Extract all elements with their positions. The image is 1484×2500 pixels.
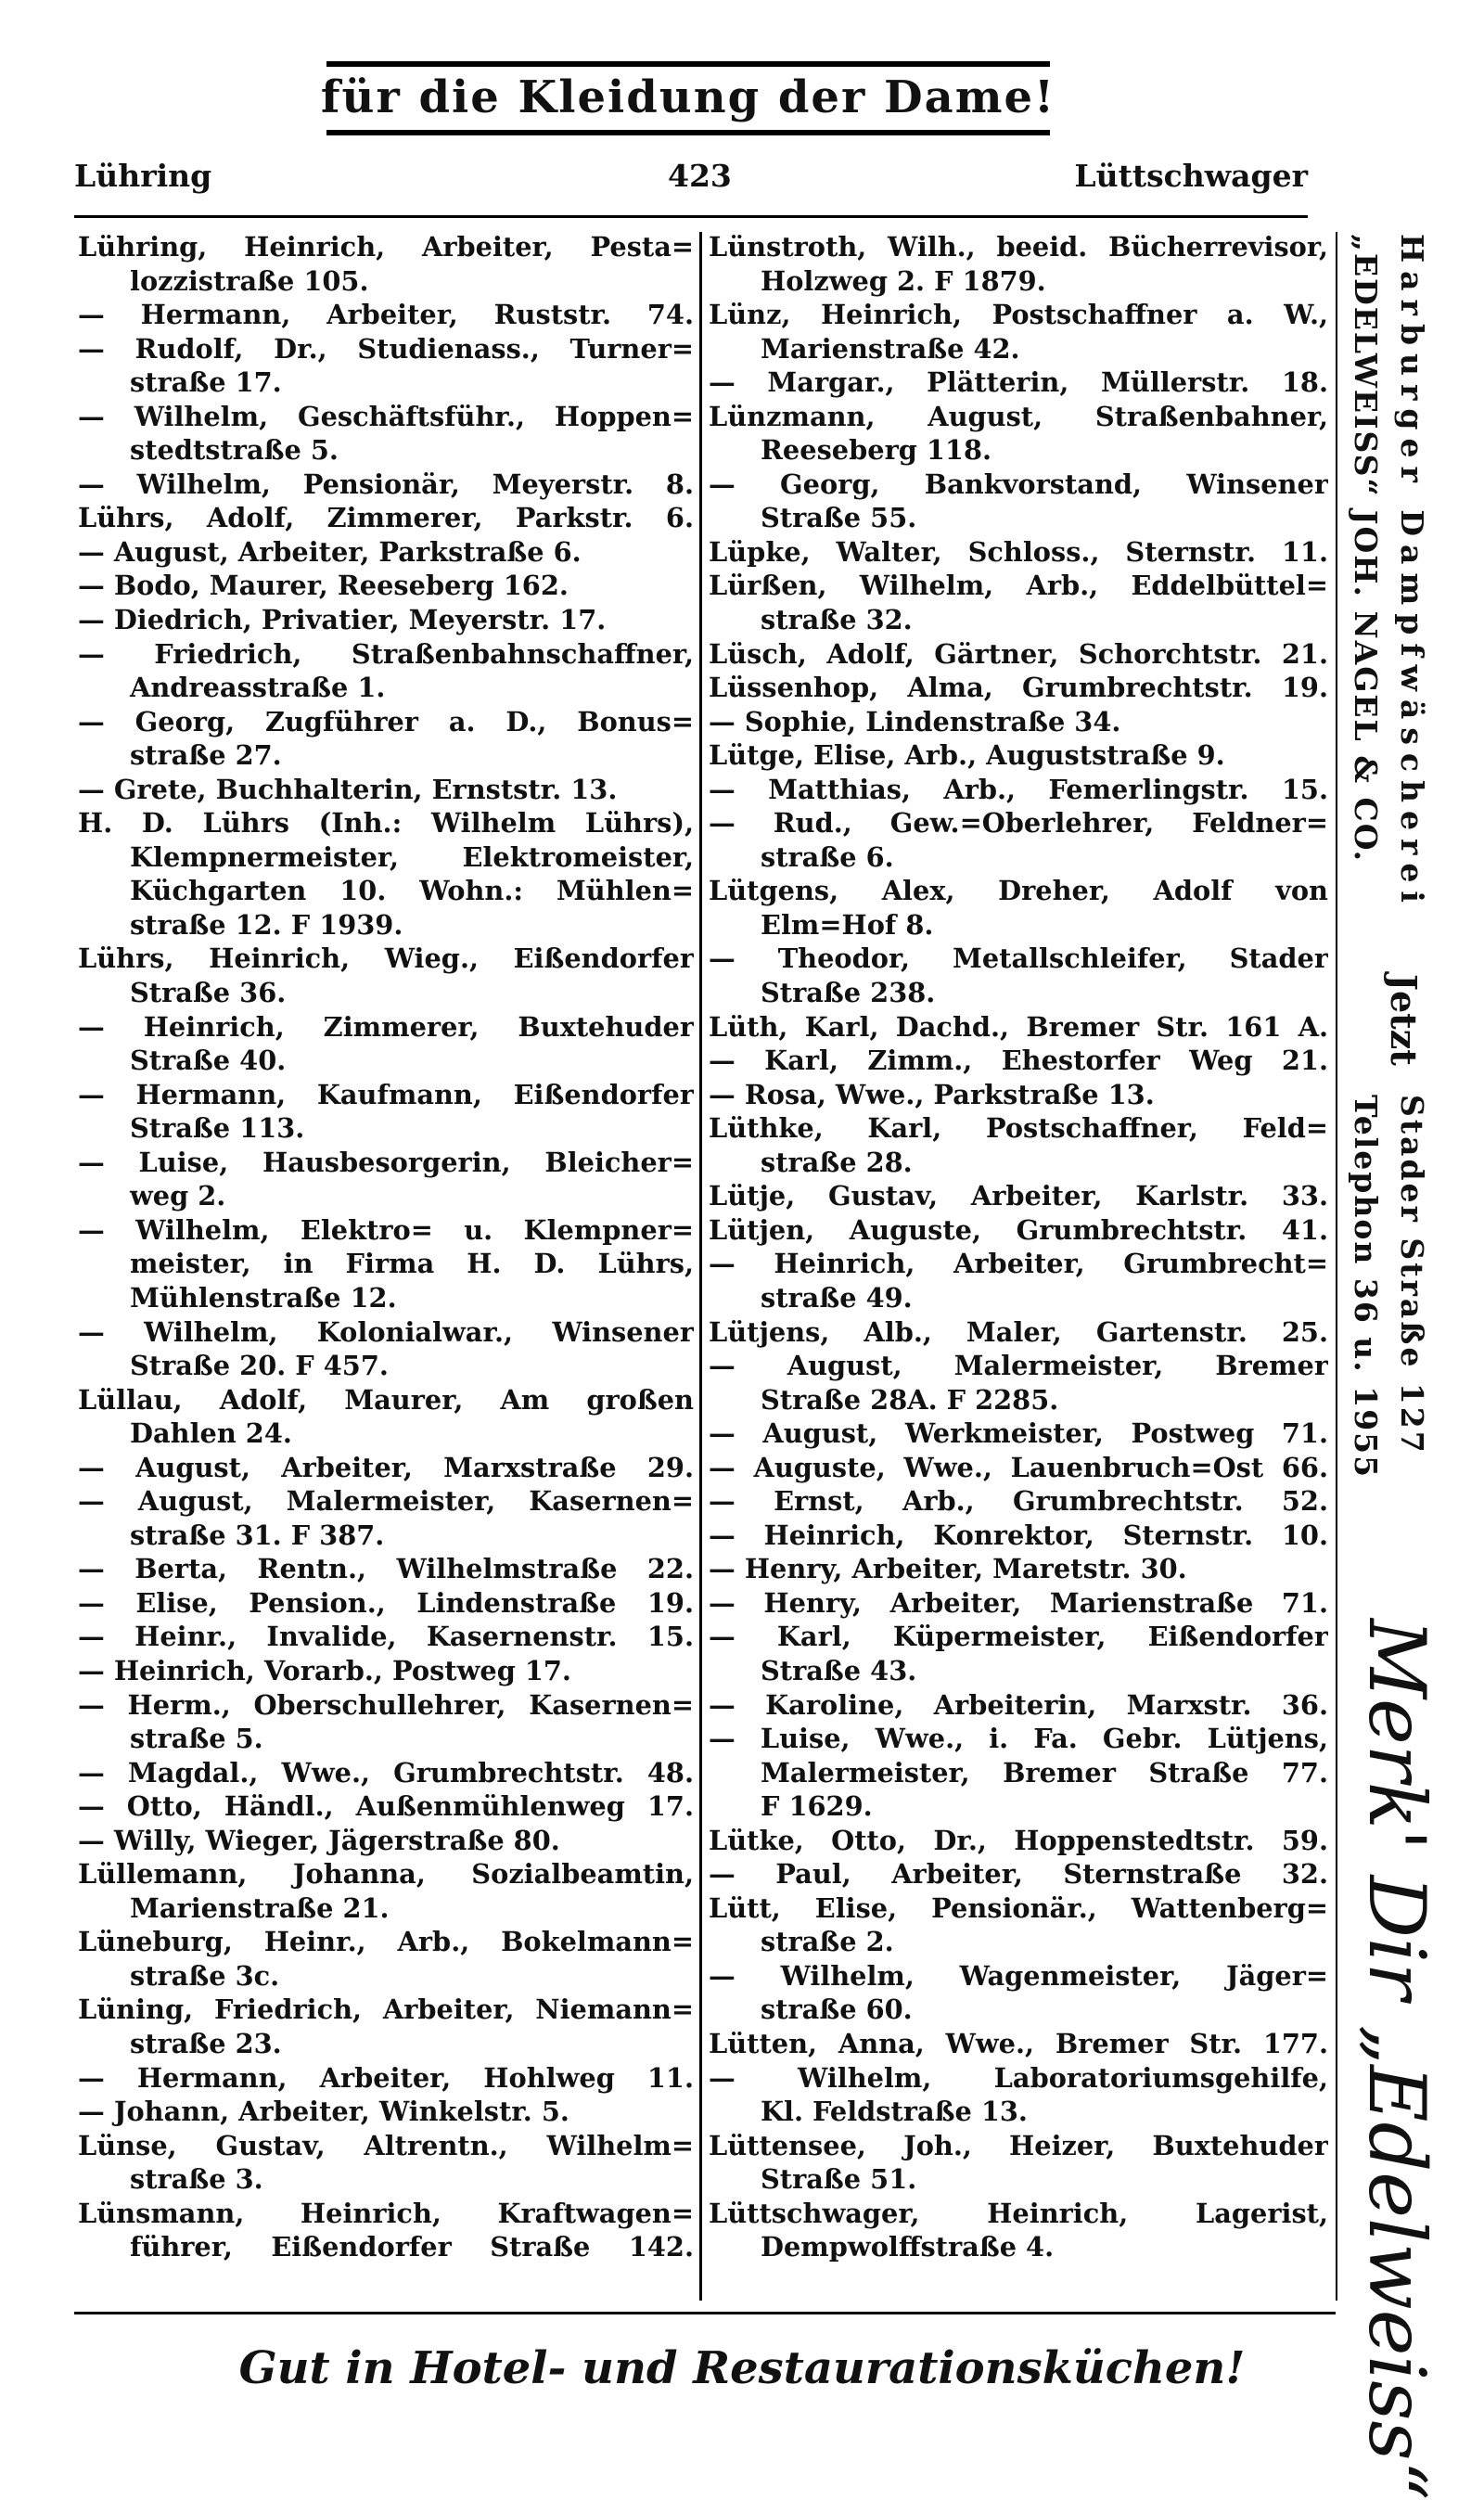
directory-entry-line: Marienstraße 21. <box>130 1891 390 1924</box>
directory-entry-line: — Heinrich, Konrektor, Sternstr. 10. <box>709 1519 1328 1551</box>
directory-entry-line: — August, Arbeiter, Marxstraße 29. <box>78 1451 694 1483</box>
top-banner: für die Kleidung der Dame! <box>320 71 1056 123</box>
directory-entry-line: Marienstraße 42. <box>761 332 1020 365</box>
directory-entry-line: stedtstraße 5. <box>130 434 339 467</box>
directory-entry-line: Lühring, Heinrich, Arbeiter, Pesta= <box>78 231 694 263</box>
directory-entry-line: — Rosa, Wwe., Parkstraße 13. <box>709 1078 1155 1110</box>
directory-entry-line: führer, Eißendorfer Straße 142. <box>130 2231 694 2263</box>
directory-entry-line: — Bodo, Maurer, Reeseberg 162. <box>78 570 569 602</box>
directory-entry-line: — Theodor, Metallschleifer, Stader <box>709 942 1328 975</box>
directory-entry-line: — Heinrich, Zimmerer, Buxtehuder <box>78 1010 694 1043</box>
directory-entry-line: — Ernst, Arb., Grumbrechtstr. 52. <box>709 1485 1328 1518</box>
directory-entry-line: — Luise, Wwe., i. Fa. Gebr. Lütjens, <box>709 1723 1328 1755</box>
directory-entry-line: — Herm., Oberschullehrer, Kasernen= <box>78 1688 694 1721</box>
directory-entry-line: — Heinr., Invalide, Kasernenstr. 15. <box>78 1621 694 1653</box>
directory-entry-line: — Wilhelm, Wagenmeister, Jäger= <box>709 1959 1328 1992</box>
side-ad-rule <box>1336 232 1337 2301</box>
directory-entry-line: Lüpke, Walter, Schloss., Sternstr. 11. <box>709 535 1328 568</box>
directory-entry-line: — Wilhelm, Kolonialwar., Winsener <box>78 1315 694 1348</box>
directory-entry-line: Lütt, Elise, Pensionär., Wattenberg= <box>709 1891 1328 1924</box>
directory-entry-line: — Henry, Arbeiter, Marienstraße 71. <box>709 1586 1328 1619</box>
top-banner-rule-lower <box>326 130 1050 135</box>
directory-entry-line: Lünz, Heinrich, Postschaffner a. W., <box>709 299 1328 331</box>
footer-banner: Gut in Hotel- und Restaurationsküchen! <box>238 2342 1246 2394</box>
directory-entry-line: — Wilhelm, Elektro= u. Klempner= <box>78 1213 694 1246</box>
directory-entry-line: — Johann, Arbeiter, Winkelstr. 5. <box>78 2096 569 2128</box>
directory-entry-line: Straße 36. <box>130 977 287 1009</box>
directory-entry-line: — Heinrich, Vorarb., Postweg 17. <box>78 1654 571 1686</box>
side-ad-slogan: Merk' Dir „Edelweiss“ <box>1351 1619 1442 2500</box>
directory-entry-line: — Auguste, Wwe., Lauenbruch=Ost 66. <box>709 1451 1328 1483</box>
header-first-entry: Lühring <box>74 158 212 194</box>
directory-entry-line: — Georg, Zugführer a. D., Bonus= <box>78 705 694 737</box>
directory-entry-line: Lüth, Karl, Dachd., Bremer Str. 161 A. <box>709 1010 1328 1043</box>
directory-entry-line: Mühlenstraße 12. <box>130 1281 397 1314</box>
directory-entry-line: Lütten, Anna, Wwe., Bremer Str. 177. <box>709 2027 1328 2059</box>
directory-entry-line: — Georg, Bankvorstand, Winsener <box>709 468 1328 500</box>
header-last-entry: Lüttschwager <box>1074 158 1308 194</box>
directory-entry-line: — August, Malermeister, Kasernen= <box>78 1485 694 1518</box>
directory-entry-line: Andreasstraße 1. <box>130 672 386 704</box>
directory-entry-line: Lüssenhop, Alma, Grumbrechtstr. 19. <box>709 672 1328 704</box>
directory-entry-line: straße 27. <box>130 739 282 772</box>
directory-entry-line: Straße 238. <box>761 977 936 1009</box>
directory-entry-line: straße 6. <box>761 840 894 873</box>
directory-entry-line: — Rudolf, Dr., Studienass., Turner= <box>78 332 694 365</box>
directory-entry-line: — August, Werkmeister, Postweg 71. <box>709 1417 1328 1450</box>
directory-entry-line: Straße 20. F 457. <box>130 1350 389 1382</box>
directory-entry-line: — Sophie, Lindenstraße 34. <box>709 705 1121 737</box>
directory-entry-line: — Berta, Rentn., Wilhelmstraße 22. <box>78 1553 694 1585</box>
directory-entry-line: H. D. Lührs (Inh.: Wilhelm Lührs), <box>78 807 694 840</box>
footer-rule <box>74 2312 1336 2314</box>
directory-entry-line: — Friedrich, Straßenbahnschaffner, <box>78 637 694 670</box>
directory-entry-line: — Magdal., Wwe., Grumbrechtstr. 48. <box>78 1756 694 1788</box>
directory-entry-line: Lünstroth, Wilh., beeid. Bücherrevisor, <box>709 231 1328 263</box>
running-header <box>74 158 1308 204</box>
directory-entry-line: — Matthias, Arb., Femerlingstr. 15. <box>709 773 1328 805</box>
directory-entry-line: — Otto, Händl., Außenmühlenweg 17. <box>78 1790 694 1823</box>
directory-entry-line: Lüning, Friedrich, Arbeiter, Niemann= <box>78 1994 694 2026</box>
directory-entry-line: Lührs, Adolf, Zimmerer, Parkstr. 6. <box>78 502 694 534</box>
directory-entry-line: Lünse, Gustav, Altrentn., Wilhelm= <box>78 2129 694 2161</box>
directory-entry-line: — Heinrich, Arbeiter, Grumbrecht= <box>709 1248 1328 1280</box>
directory-entry-line: — August, Malermeister, Bremer <box>709 1350 1328 1382</box>
directory-entry-line: — Hermann, Arbeiter, Ruststr. 74. <box>78 299 694 331</box>
directory-entry-line: Reeseberg 118. <box>761 434 992 467</box>
directory-entry-line: straße 5. <box>130 1723 263 1755</box>
directory-column-right <box>709 230 1328 2299</box>
directory-entry-line: straße 31. F 387. <box>130 1519 385 1551</box>
directory-entry-line: Küchgarten 10. Wohn.: Mühlen= <box>130 875 694 907</box>
directory-entry-line: Straße 28A. F 2285. <box>761 1383 1059 1416</box>
directory-entry-line: Straße 43. <box>761 1654 917 1686</box>
side-ad-address: Stader Straße 127 <box>1394 1095 1430 1455</box>
side-ad-company-line: Harburger Dampfwäscherei <box>1394 234 1430 911</box>
directory-entry-line: straße 3. <box>130 2163 263 2196</box>
directory-entry-line: Lütke, Otto, Dr., Hoppenstedtstr. 59. <box>709 1824 1328 1856</box>
directory-entry-line: — Wilhelm, Pensionär, Meyerstr. 8. <box>78 468 694 500</box>
column-divider <box>699 232 702 2301</box>
directory-entry-line: Dahlen 24. <box>130 1417 292 1450</box>
directory-entry-line: Malermeister, Bremer Straße 77. <box>761 1756 1328 1788</box>
directory-entry-line: Holzweg 2. F 1879. <box>761 264 1046 297</box>
directory-entry-line: Lütjens, Alb., Maler, Gartenstr. 25. <box>709 1315 1328 1348</box>
directory-entry-line: Lüttensee, Joh., Heizer, Buxtehuder <box>709 2129 1328 2161</box>
directory-entry-line: Lüttschwager, Heinrich, Lagerist, <box>709 2197 1328 2229</box>
directory-entry-line: F 1629. <box>761 1790 873 1823</box>
directory-entry-line: straße 32. <box>761 604 913 636</box>
directory-entry-line: Straße 55. <box>761 502 917 534</box>
directory-entry-line: Kl. Feldstraße 13. <box>761 2096 1028 2128</box>
directory-entry-line: Lünzmann, August, Straßenbahner, <box>709 400 1328 432</box>
directory-entry-line: — Margar., Plätterin, Müllerstr. 18. <box>709 366 1328 399</box>
directory-entry-line: straße 60. <box>761 1994 913 2026</box>
directory-entry-line: straße 17. <box>130 366 282 399</box>
directory-entry-line: Lürßen, Wilhelm, Arb., Eddelbüttel= <box>709 570 1328 602</box>
directory-entry-line: — Wilhelm, Geschäftsführ., Hoppen= <box>78 400 694 432</box>
side-ad-telephone: Telephon 36 u. 1955 <box>1348 1095 1384 1480</box>
side-ad-jetzt: Jetzt <box>1383 974 1425 1066</box>
directory-entry-line: Lünsmann, Heinrich, Kraftwagen= <box>78 2197 694 2229</box>
directory-entry-line: Lütgens, Alex, Dreher, Adolf von <box>709 875 1328 907</box>
directory-entry-line: — Willy, Wieger, Jägerstraße 80. <box>78 1824 560 1856</box>
directory-entry-line: — Karl, Zimm., Ehestorfer Weg 21. <box>709 1045 1328 1077</box>
directory-entry-line: Lüthke, Karl, Postschaffner, Feld= <box>709 1112 1328 1145</box>
header-rule <box>74 215 1308 218</box>
directory-entry-line: — Hermann, Kaufmann, Eißendorfer <box>78 1078 694 1110</box>
directory-entry-line: — Hermann, Arbeiter, Hohlweg 11. <box>78 2061 694 2094</box>
directory-entry-line: Klempnermeister, Elektromeister, <box>130 840 694 873</box>
directory-entry-line: Straße 113. <box>130 1112 305 1145</box>
directory-entry-line: Dempwolffstraße 4. <box>761 2231 1055 2263</box>
directory-entry-line: — Henry, Arbeiter, Maretstr. 30. <box>709 1553 1187 1585</box>
directory-entry-line: Lütje, Gustav, Arbeiter, Karlstr. 33. <box>709 1180 1328 1212</box>
directory-entry-line: — Wilhelm, Laboratoriumsgehilfe, <box>709 2061 1328 2094</box>
directory-entry-line: straße 23. <box>130 2027 282 2059</box>
directory-entry-line: straße 3c. <box>130 1959 280 1992</box>
directory-entry-line: straße 49. <box>761 1281 913 1314</box>
directory-entry-line: — Elise, Pension., Lindenstraße 19. <box>78 1586 694 1619</box>
directory-entry-line: straße 2. <box>761 1926 894 1958</box>
directory-entry-line: Lührs, Heinrich, Wieg., Eißendorfer <box>78 942 694 975</box>
directory-entry-line: — August, Arbeiter, Parkstraße 6. <box>78 535 582 568</box>
directory-entry-line: weg 2. <box>130 1180 226 1212</box>
directory-entry-line: Straße 51. <box>761 2163 917 2196</box>
directory-entry-line: Lüneburg, Heinr., Arb., Bokelmann= <box>78 1926 694 1958</box>
directory-entry-line: — Karl, Küpermeister, Eißendorfer <box>709 1621 1328 1653</box>
page-number: 423 <box>668 158 732 194</box>
directory-entry-line: Lüllau, Adolf, Maurer, Am großen <box>78 1383 694 1416</box>
directory-entry-line: — Diedrich, Privatier, Meyerstr. 17. <box>78 604 607 636</box>
directory-entry-line: — Paul, Arbeiter, Sternstraße 32. <box>709 1858 1328 1891</box>
directory-entry-line: Elm=Hof 8. <box>761 908 934 941</box>
directory-entry-line: — Grete, Buchhalterin, Ernststr. 13. <box>78 773 618 805</box>
directory-entry-line: meister, in Firma H. D. Lührs, <box>130 1248 694 1280</box>
directory-entry-line: — Rud., Gew.=Oberlehrer, Feldner= <box>709 807 1328 840</box>
directory-entry-line: Lüllemann, Johanna, Sozialbeamtin, <box>78 1858 694 1891</box>
directory-entry-line: Straße 40. <box>130 1045 287 1077</box>
directory-entry-line: Lüsch, Adolf, Gärtner, Schorchtstr. 21. <box>709 637 1328 670</box>
directory-column-left <box>78 230 694 2299</box>
directory-entry-line: lozzistraße 105. <box>130 264 369 297</box>
directory-entry-line: straße 28. <box>761 1146 913 1178</box>
directory-entry-line: — Luise, Hausbesorgerin, Bleicher= <box>78 1146 694 1178</box>
directory-entry-line: straße 12. F 1939. <box>130 908 403 941</box>
directory-entry-line: — Karoline, Arbeiterin, Marxstr. 36. <box>709 1688 1328 1721</box>
directory-entry-line: Lütge, Elise, Arb., Auguststraße 9. <box>709 739 1225 772</box>
directory-entry-line: Lütjen, Auguste, Grumbrechtstr. 41. <box>709 1213 1328 1246</box>
side-ad-brand-line: „EDELWEISS“ JOH. NAGEL & CO. <box>1348 234 1384 864</box>
